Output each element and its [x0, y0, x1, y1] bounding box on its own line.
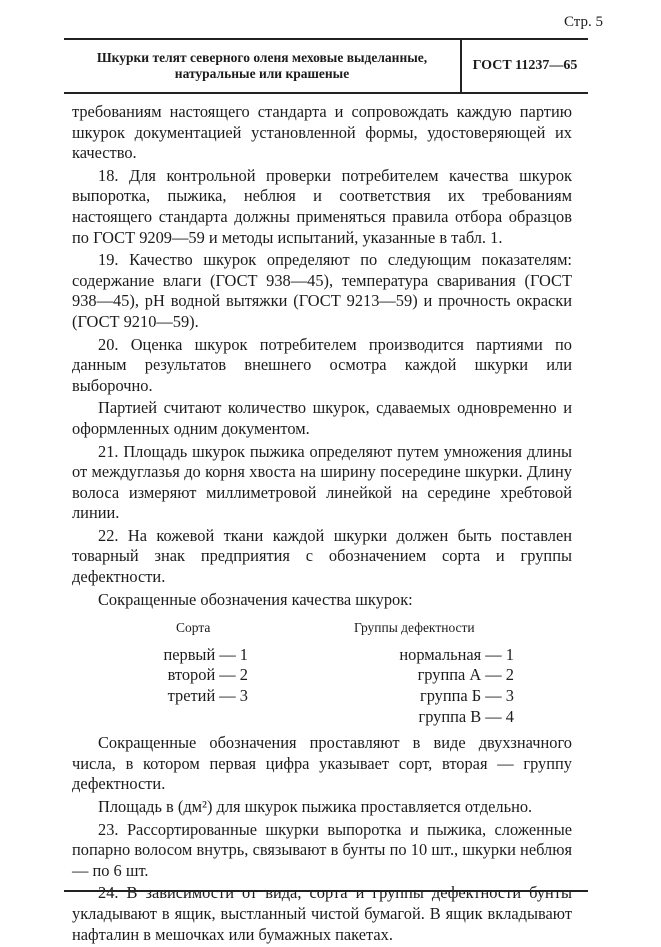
defect-group-row: группа Б — 3 [419, 686, 514, 706]
bottom-rule [64, 890, 588, 892]
grades-header: Сорта [176, 620, 211, 636]
defect-group-row: группа В — 4 [418, 706, 514, 726]
grade-row: третий — 3 [167, 686, 248, 706]
header-title-line1: Шкурки телят северного оленя меховые выделанные, [96, 50, 428, 65]
document-header [64, 38, 588, 94]
defect-groups-column [302, 618, 572, 727]
defect-group-row: группа А — 2 [417, 665, 514, 685]
paragraph: 18. Для контрольной проверки потребителем качества шкурок выпоротка, пыжика, неблюя и соответствия их требованиям настоящего стандарта должны применяться правила отбора образцов по ГОСТ 9209—59 и методы испытаний, указанные в табл. 1. [72, 165, 572, 247]
paragraph: Сокращенные обозначения проставляют в виде двухзначного числа, в котором первая цифра указывает сорт, вторая — группу дефектности. [72, 733, 572, 794]
paragraph: 23. Рассортированные шкурки выпоротка и пыжика, сложенные попарно волосом внутрь, связывают в бунты по 10 шт., шкурки неблюя — по 6 шт. [72, 819, 572, 880]
quality-codes-table [72, 618, 572, 727]
paragraph: 20. Оценка шкурок потребителем производится партиями по данным результатов внешнего осмотра каждой шкурки или выборочно. [72, 334, 572, 395]
defect-groups-header: Группы дефектности [354, 620, 475, 636]
gost-number: ГОСТ 11237—65 [472, 58, 578, 73]
grade-row: второй — 2 [167, 665, 248, 685]
paragraph: 24. В зависимости от вида, сорта и группы дефектности бунты укладывают в ящик, выстланный чистой бумагой. В ящик вкладывают нафталин в мешочках или бумажных пакетах. [72, 883, 572, 944]
grade-row: первый — 1 [163, 644, 248, 664]
header-title [64, 40, 462, 92]
grades-column [72, 618, 302, 727]
document-body [72, 102, 572, 947]
paragraph: 22. На кожевой ткани каждой шкурки должен быть поставлен товарный знак предприятия с обозначением сорта и группы дефектности. [72, 525, 572, 587]
header-title-line2: натуральные или крашеные [174, 66, 350, 81]
page-number: Стр. 5 [563, 14, 603, 30]
paragraph: требованиям настоящего стандарта и сопровождать каждую партию шкурок документацией установленной формы, удостоверяющей их качество. [72, 102, 572, 163]
paragraph: Площадь в (дм²) для шкурок пыжика проставляется отдельно. [98, 797, 533, 816]
paragraph: 19. Качество шкурок определяют по следующим показателям: содержание влаги (ГОСТ 938—45), температура сваривания (ГОСТ 938—45), рН водной вытяжки (ГОСТ 9213—59) и прочность окраски (ГОСТ 9210—59). [72, 250, 572, 331]
paragraph: Сокращенные обозначения качества шкурок: [98, 589, 413, 609]
paragraph: Партией считают количество шкурок, сдаваемых одновременно и оформленных одним документом. [72, 398, 572, 438]
paragraph: 21. Площадь шкурок пыжика определяют путем умножения длины от междуглазья до корня хвоста на ширину посередине шкурки. Длину волоса измеряют миллиметровой линейкой на середине хребтовой линии. [72, 441, 572, 523]
defect-group-row: нормальная — 1 [399, 644, 514, 664]
